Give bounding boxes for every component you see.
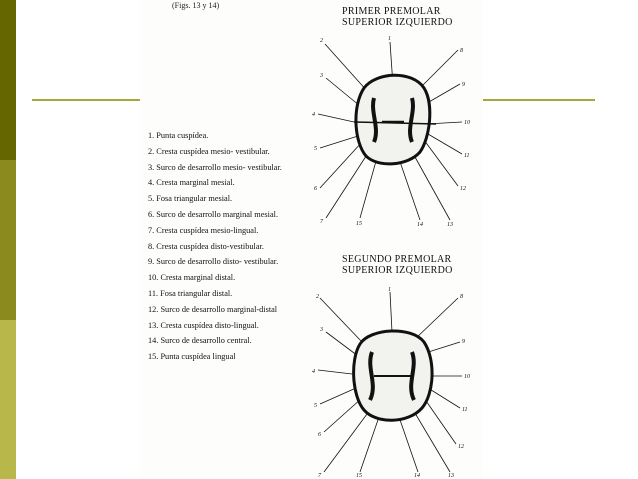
fig1-number-label: 11	[464, 153, 470, 159]
legend-item: 1. Punta cuspídea.	[148, 131, 209, 140]
legend-item: 8. Cresta cuspídea disto-vestibular.	[148, 241, 264, 251]
legend-item: 13. Cresta cuspídea disto-lingual.	[148, 320, 259, 330]
olive-bar-bottom	[0, 320, 16, 479]
legend-item: 4. Cresta marginal mesial.	[148, 178, 235, 188]
legend-item: 10. Cresta marginal distal.	[148, 273, 236, 283]
figure2-title-line2: SUPERIOR IZQUIERDO	[342, 265, 453, 276]
fig2-number-label: 1	[388, 287, 391, 293]
fig2-number-label: 10	[464, 374, 470, 380]
fig1-number-label: 8	[460, 48, 463, 54]
fig2-number-label: 3	[320, 327, 323, 333]
fig1-number-label: 4	[312, 112, 315, 118]
fig2-number-label: 2	[316, 294, 319, 300]
scanned-page	[140, 0, 483, 479]
figure1-title-line1: PRIMER PREMOLAR	[342, 6, 441, 17]
fig1-number-label: 13	[447, 222, 453, 228]
fig2-number-label: 12	[458, 444, 464, 450]
fig2-number-label: 6	[318, 432, 321, 438]
fig1-number-label: 14	[417, 222, 423, 228]
legend-item: 7. Cresta cuspídea mesio-lingual.	[148, 225, 259, 235]
olive-bar-top	[0, 0, 16, 160]
fig2-number-label: 11	[462, 407, 468, 413]
legend-item: 14. Surco de desarrollo central.	[148, 336, 252, 346]
fig2-number-label: 8	[460, 294, 463, 300]
fig1-number-label: 15	[356, 221, 362, 227]
legend-item: 15. Punta cuspídea lingual	[148, 352, 236, 362]
legend-list	[148, 128, 282, 365]
legend-item: 11. Fosa triangular distal.	[148, 288, 233, 298]
olive-bar-middle	[0, 160, 16, 320]
fig1-number-label: 3	[320, 73, 323, 79]
legend-item: 9. Surco de desarrollo disto- vestibular.	[148, 257, 279, 267]
figure2-title	[342, 254, 453, 276]
figure1-title	[342, 6, 453, 28]
divider-rule-right	[483, 99, 595, 101]
fig1-number-label: 2	[320, 38, 323, 44]
fig2-number-label: 15	[356, 473, 362, 479]
fig1-number-label: 7	[320, 219, 323, 225]
first-premolar-diagram	[300, 30, 480, 230]
fig2-number-label: 5	[314, 403, 317, 409]
legend-item: 3. Surco de desarrollo mesio- vestibular.	[148, 162, 282, 172]
fig2-number-label: 14	[414, 473, 420, 479]
legend-item: 6. Surco de desarrollo marginal mesial.	[148, 209, 279, 219]
fig1-number-label: 1	[388, 36, 391, 42]
legend-item: 2. Cresta cuspídea mesio- vestibular.	[148, 146, 270, 156]
legend-item: 5. Fosa triangular mesial.	[148, 194, 233, 204]
fig2-number-label: 4	[312, 369, 315, 375]
fig2-number-label: 9	[462, 339, 465, 345]
second-premolar-diagram	[300, 286, 480, 479]
fig2-number-label: 13	[448, 473, 454, 479]
fig2-number-label: 7	[318, 473, 321, 479]
fig1-number-label: 10	[464, 120, 470, 126]
figure-caption: (Figs. 13 y 14)	[172, 1, 220, 10]
divider-rule-left	[32, 99, 140, 101]
legend-item: 12. Surco de desarrollo marginal-distal	[148, 304, 278, 314]
figure1-title-line2: SUPERIOR IZQUIERDO	[342, 17, 453, 28]
fig1-number-label: 5	[314, 146, 317, 152]
fig1-number-label: 12	[460, 186, 466, 192]
fig1-number-label: 6	[314, 186, 317, 192]
fig1-number-label: 9	[462, 82, 465, 88]
figure2-title-line1: SEGUNDO PREMOLAR	[342, 254, 452, 265]
